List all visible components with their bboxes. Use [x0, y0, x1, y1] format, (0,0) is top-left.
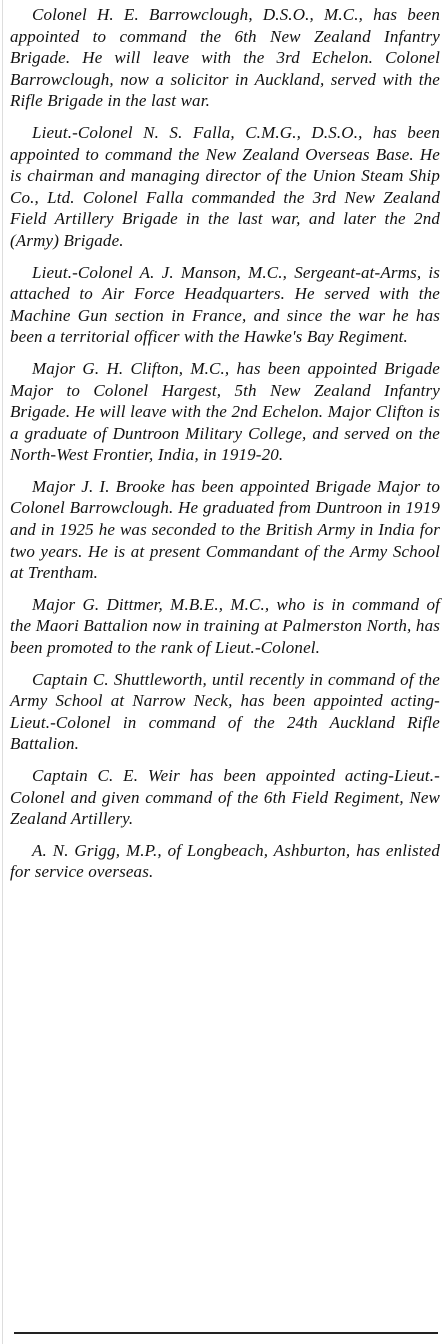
- paragraph-falla: Lieut.-Colonel N. S. Falla, C.M.G., D.S.O., has been appointed to command the New Zealand Overseas Base. He is chairman and managing director of the Union Steam Ship Co., Ltd. Colonel Falla commanded the 3rd New Zealand Field Artillery Brigade in the last war, and later the 2nd (Army) Brigade.: [10, 122, 440, 250]
- article-column: [10, 4, 440, 893]
- paragraph-shuttleworth: Captain C. Shuttleworth, until recently in command of the Army School at Narrow Neck, has been appointed acting-Lieut.-Colonel in command of the 24th Auckland Rifle Battalion.: [10, 669, 440, 754]
- paragraph-barrowclough: Colonel H. E. Barrowclough, D.S.O., M.C., has been appointed to command the 6th New Zealand Infantry Brigade. He will leave with the 3rd Echelon. Colonel Barrowclough, now a solicitor in Auckland, served with the Rifle Brigade in the last war.: [10, 5, 440, 111]
- paragraph-clifton: Major G. H. Clifton, M.C., has been appointed Brigade Major to Colonel Hargest, 5th New Zealand Infantry Brigade. He will leave with the 2nd Echelon. Major Clifton is a graduate of Duntroon Military College, and served on the North-West Frontier, India, in 1919-20.: [10, 358, 440, 465]
- page-edge: [2, 0, 3, 1344]
- paragraph-weir: Captain C. E. Weir has been appointed acting-Lieut.-Colonel and given command of the 6th Field Regiment, New Zealand Artillery.: [10, 766, 440, 829]
- paragraph-dittmer: Major G. Dittmer, M.B.E., M.C., who is in command of the Maori Battalion now in training at Palmerston North, has been promoted to the rank of Lieut.-Colonel.: [10, 594, 440, 658]
- closing-rule: [14, 1332, 438, 1334]
- paragraph-grigg: A. N. Grigg, M.P., of Longbeach, Ashburton, has enlisted for service overseas.: [10, 840, 440, 882]
- paragraph-brooke: Major J. I. Brooke has been appointed Brigade Major to Colonel Barrowclough. He graduated from Duntroon in 1919 and in 1925 he was seconded to the British Army in India for two years. He is at present Commandant of the Army School at Trentham.: [10, 476, 440, 583]
- paragraph-manson: Lieut.-Colonel A. J. Manson, M.C., Sergeant-at-Arms, is attached to Air Force Headquarters. He served with the Machine Gun section in France, and since the war he has been a territorial officer with the Hawke's Bay Regiment.: [10, 262, 440, 347]
